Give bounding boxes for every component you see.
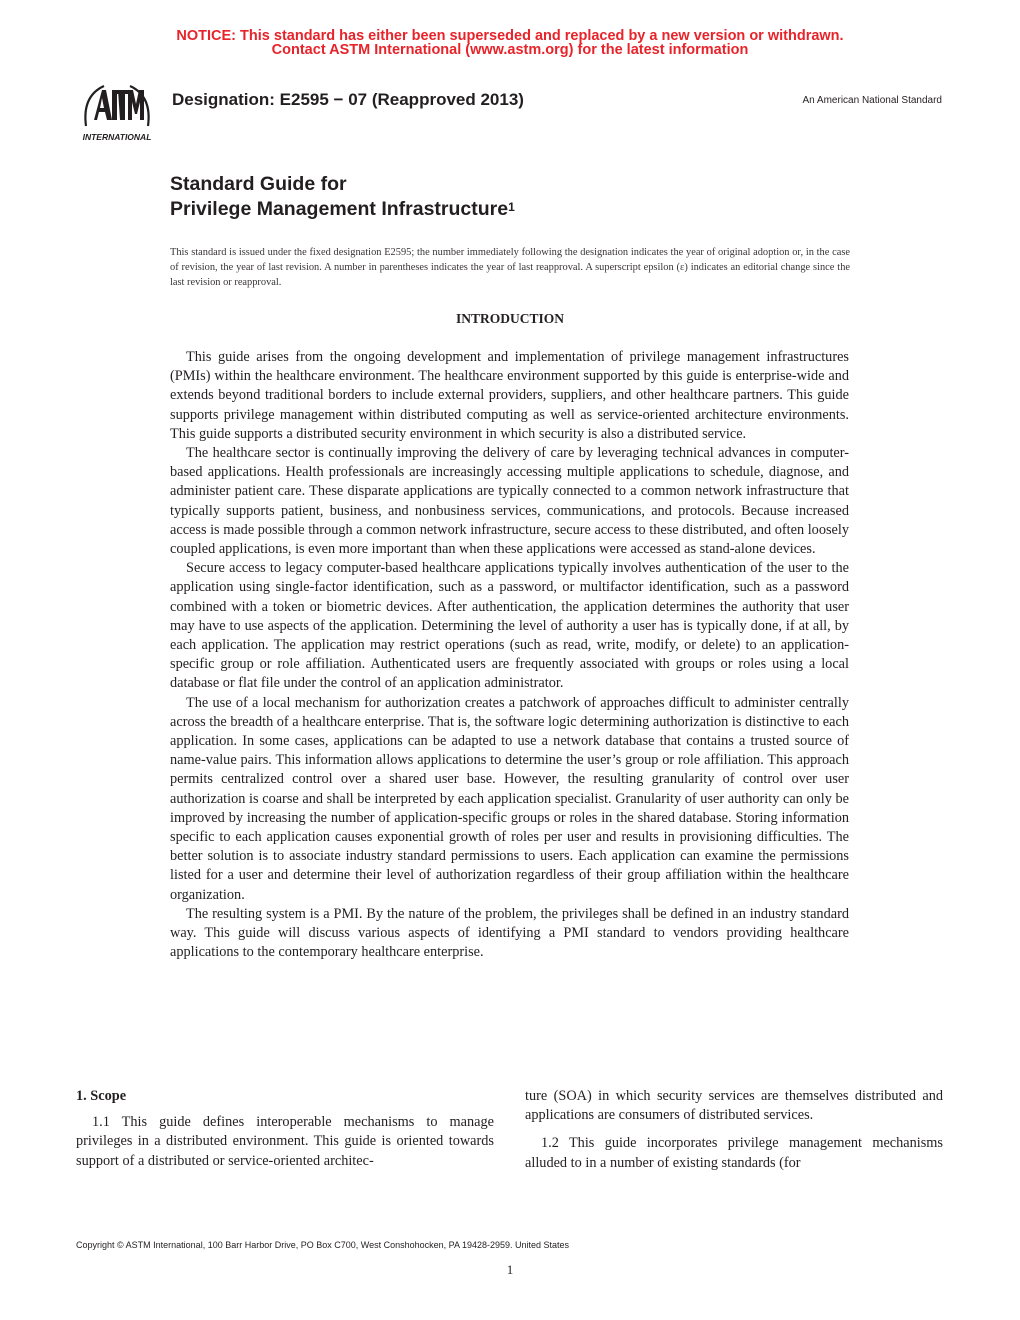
introduction-body xyxy=(170,348,849,963)
intro-paragraph: The healthcare sector is continually improving the delivery of care by leveraging technical advances in computer-based applications. Health professionals are increasingly accessing multiple applications to schedule, diagnose, and administer patient care. These disparate applications are typically connected to a common network infrastructure that typically supports patient, business, and nonbusiness services, communications, and protocols. Because increased access is made possible through a common network infrastructure, secure access to these distributed, and often loosely coupled applications, is even more important than when these applications were accessed as stand-alone devices. xyxy=(170,445,849,558)
intro-paragraph: This guide arises from the ongoing development and implementation of privilege management infrastructures (PMIs) within the healthcare environment. The healthcare environment supported by this guide is enterprise-wide and extends beyond traditional borders to include external providers, suppliers, and other healthcare partners. This guide supports privilege management within distributed computing as well as service-oriented architecture environments. This guide supports a distributed security environment in which security is also a distributed service. xyxy=(170,349,849,442)
intro-paragraph: The use of a local mechanism for authorization creates a patchwork of approaches difficult to administer centrally across the breadth of a healthcare enterprise. That is, the software logic determining authorization is distinctive to each application. In some cases, applications can be adapted to use a network database that contains a trusted source of name-value pairs. This information allows applications to determine the user’s group or role affiliation. This approach permits centralized control over a shared user base. However, the resulting granularity of control over user authorization is coarse and shall be interpreted by each application specialist. Granularity of user authority can only be improved by increasing the number of application-specific groups or roles in the shared database. Storing information specific to each application causes exponential growth of roles per user and results in provisioning difficulties. The better solution is to associate industry standard permissions to users. Each application can examine the permissions listed for a user and determine their level of authorization regardless of their group affiliation within the healthcare organization. xyxy=(170,694,849,903)
scope-1-2: 1.2 This guide incorporates privilege management mechanisms alluded to in a number of existing standards (for xyxy=(525,1135,943,1171)
american-national-standard: An American National Standard xyxy=(802,95,942,106)
title-line-2 xyxy=(170,197,515,222)
logo-subtext: INTERNATIONAL xyxy=(82,132,152,142)
notice-line-1: NOTICE: This standard has either been superseded and replaced by a new version or withdrawn. xyxy=(176,28,844,44)
designation: Designation: E2595 − 07 (Reapproved 2013) xyxy=(172,90,524,109)
notice-line-2: Contact ASTM International (www.astm.org) for the latest information xyxy=(271,42,749,58)
title-footnote-mark: 1 xyxy=(508,200,515,214)
issued-note: This standard is issued under the fixed designation E2595; the number immediately following the designation indicates the year of original adoption or, in the case of revision, the year of last revision. A number in parentheses indicates the year of last reapproval. A superscript epsilon (ε) indicates an editorial change since the last revision or reapproval. xyxy=(170,247,850,288)
copyright-footer: Copyright © ASTM International, 100 Barr Harbor Drive, PO Box C700, West Conshohocken, PA 19428-2959. United States xyxy=(76,1240,570,1250)
intro-paragraph: Secure access to legacy computer-based healthcare applications typically involves authentication of the user to the application using single-factor identification, such as a password, or multifactor identification, such as a password combined with a token or biometric devices. After authentication, the application determines the authority that user may have to use aspects of the application. Determining the level of authority a user has is typically done, if at all, by each application. The application may restrict operations (such as read, write, modify, or delete) to an application-specific group or role affiliation. Authenticated users are frequently associated with groups or roles using a local database or flat file under the control of an application administrator. xyxy=(170,560,849,692)
left-column xyxy=(76,1087,494,1171)
right-column xyxy=(525,1087,943,1173)
scope-1-1: 1.1 This guide defines interoperable mechanisms to manage privileges in a distributed environment. This guide is oriented towards support of a distributed or service-oriented architec- xyxy=(76,1114,494,1169)
introduction-heading: INTRODUCTION xyxy=(455,311,564,326)
title-line-1: Standard Guide for xyxy=(170,173,347,195)
title-main: Privilege Management Infrastructure xyxy=(170,198,509,220)
scope-1-1-continued: ture (SOA) in which security services are themselves distributed and applications are consumers of distributed services. xyxy=(525,1088,943,1124)
scope-heading: 1. Scope xyxy=(76,1088,127,1104)
page-number: 1 xyxy=(506,1262,514,1277)
intro-paragraph: The resulting system is a PMI. By the nature of the problem, the privileges shall be defined in an industry standard way. This guide will discuss various aspects of identifying a PMI standard to vendors providing healthcare applications to the contemporary healthcare enterprise. xyxy=(170,905,849,961)
astm-logo-icon xyxy=(72,76,162,144)
